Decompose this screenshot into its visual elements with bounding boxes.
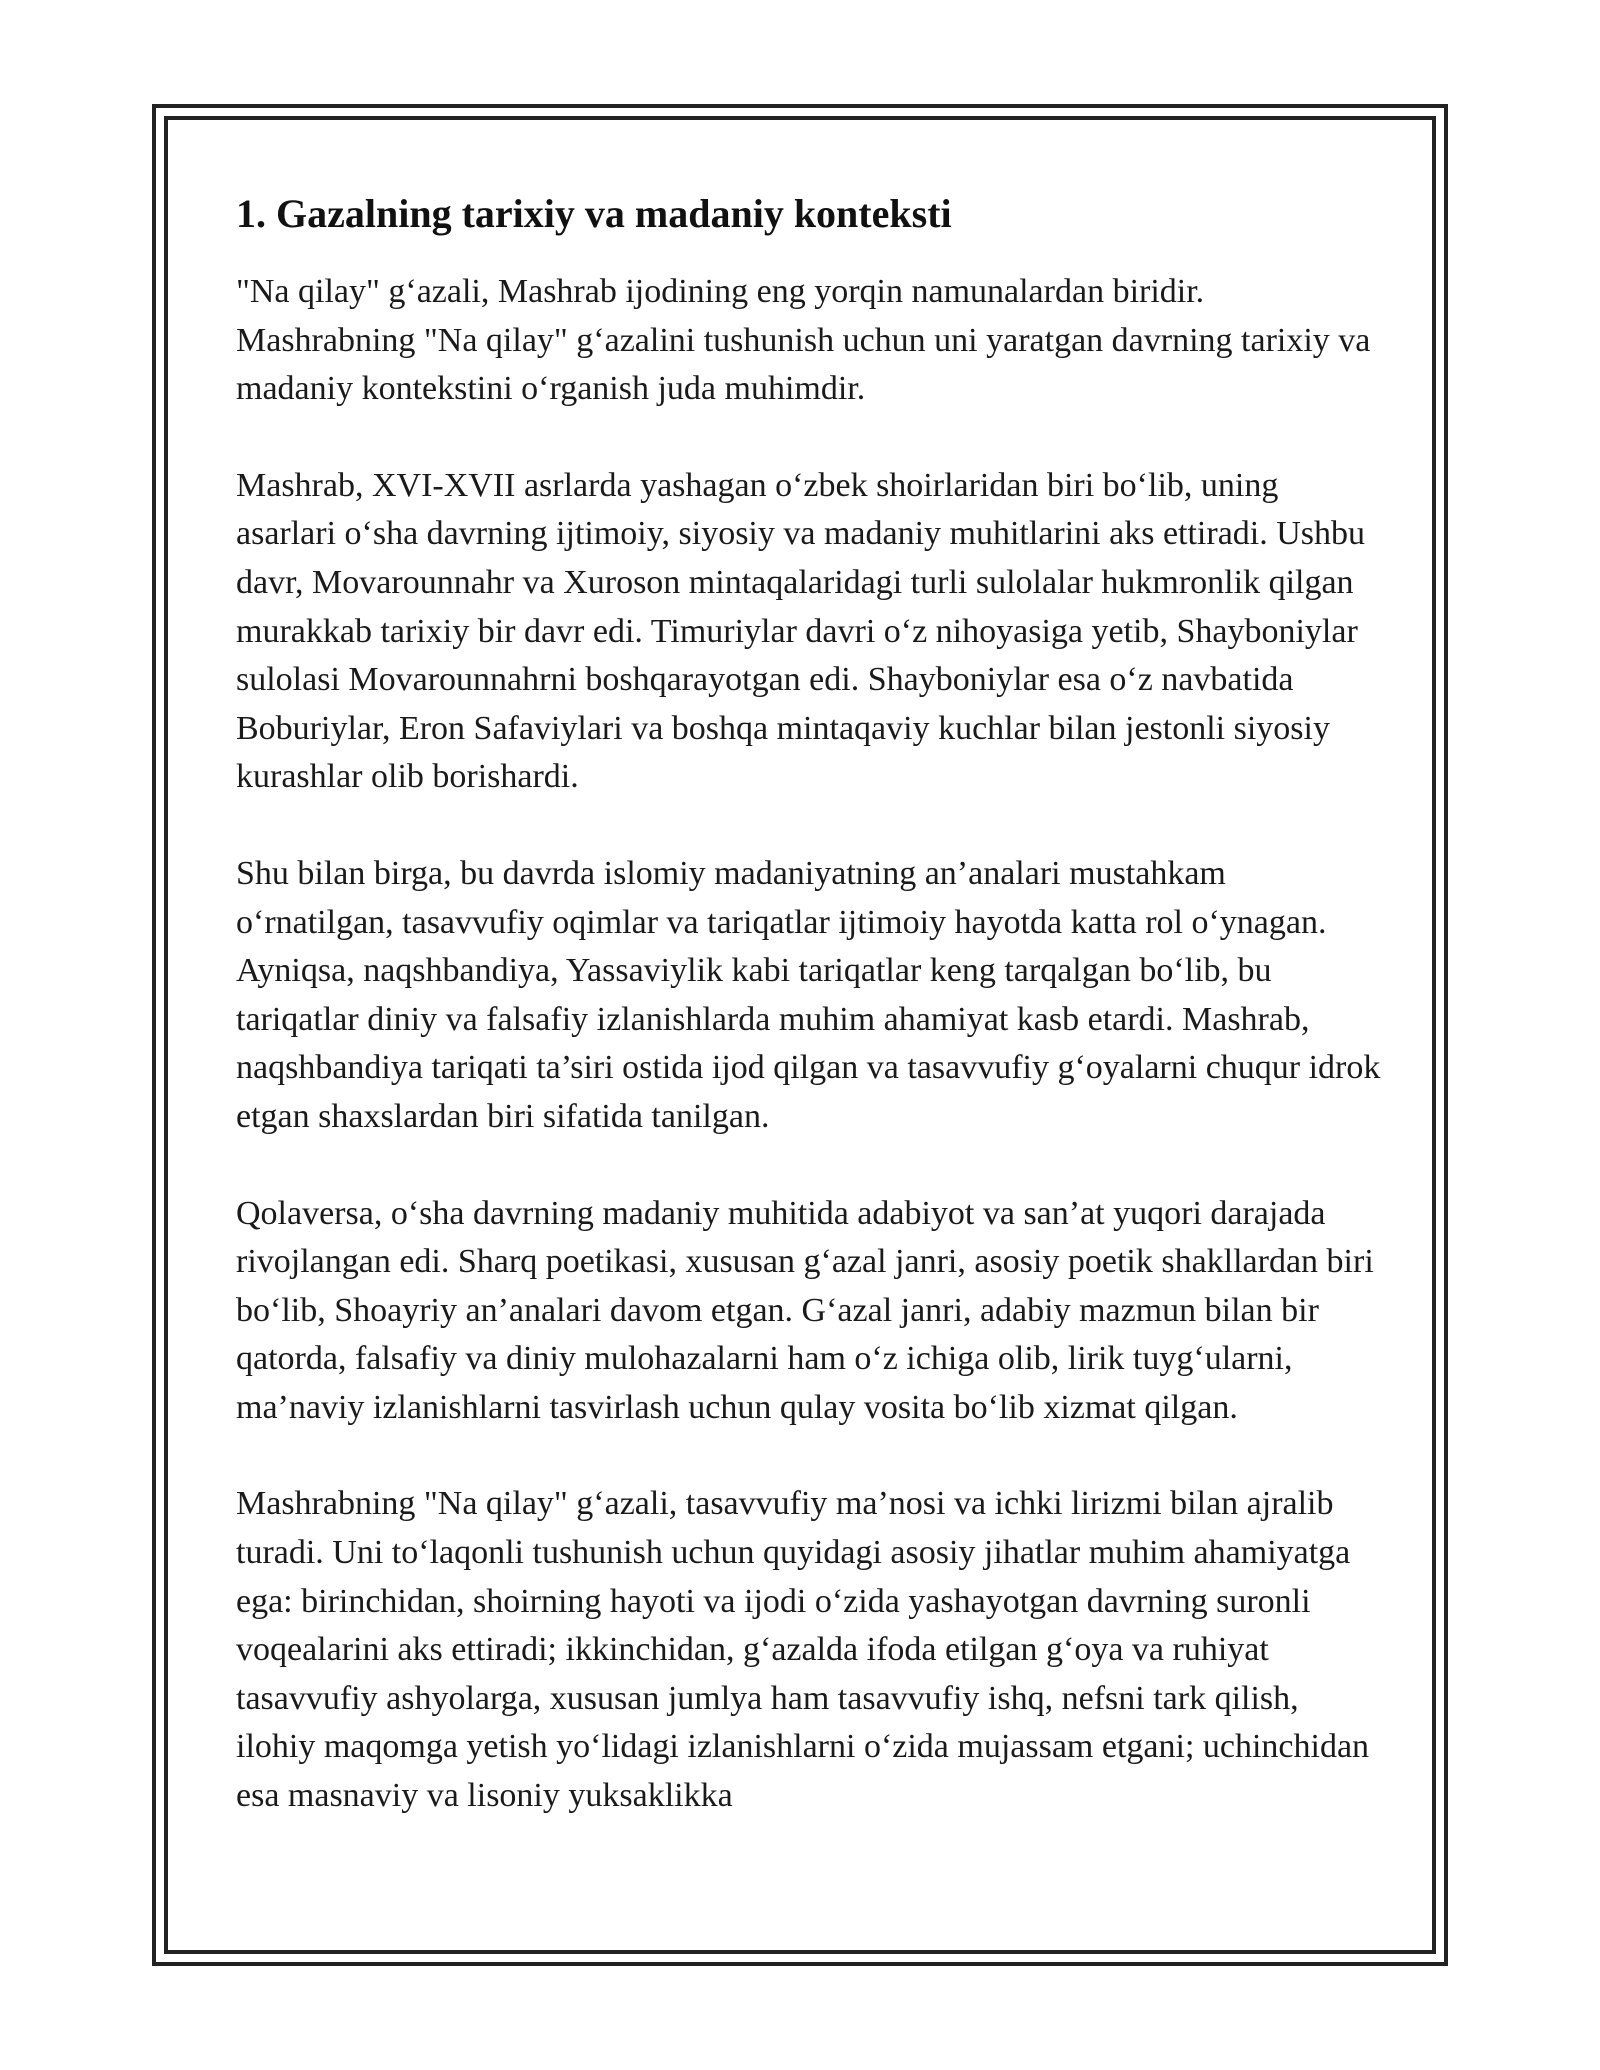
document-body (236, 188, 1386, 1821)
paragraph-4: Qolaversa, o‘sha davrning madaniy muhitida adabiyot va san’at yuqori darajada rivojlangan edi. Sharq poetikasi, xususan g‘azal janri, asosiy poetik shakllardan biri bo‘lib, Shoayriy an’analari davom etgan. G‘azal janri, adabiy mazmun bilan bir qatorda, falsafiy va diniy mulohazalarni ham o‘z ichiga olib, lirik tuyg‘ularni, ma’naviy izlanishlarni tasvirlash uchun qulay vosita bo‘lib xizmat qilgan. (236, 1194, 1374, 1426)
paragraph-5: Mashrabning "Na qilay" g‘azali, tasavvufiy ma’nosi va ichki lirizmi bilan ajralib turadi. Uni to‘laqonli tushunish uchun quyidagi asosiy jihatlar muhim ahamiyatga ega: birinchidan, shoirning hayoti va ijodi o‘zida yashayotgan davrning suronli voqealarini aks ettiradi; ikkinchidan, g‘azalda ifoda etilgan g‘oya va ruhiyat tasavvufiy ashyolarga, xususan jumlya ham tasavvufiy ishq, nefsni tark qilish, ilohiy maqomga yetish yo‘lidagi izlanishlarni o‘zida mujassam etgani; uchinchidan esa masnaviy va lisoniy yuksaklikka (236, 1485, 1370, 1815)
section-heading: 1. Gazalning tarixiy va madaniy konteksti (236, 191, 952, 236)
paragraph-3: Shu bilan birga, bu davrda islomiy madaniyatning an’analari mustahkam o‘rnatilgan, tasavvufiy oqimlar va tariqatlar ijtimoiy hayotda katta rol o‘ynagan. Ayniqsa, naqshbandiya, Yassaviylik kabi tariqatlar keng tarqalgan bo‘lib, bu tariqatlar diniy va falsafiy izlanishlarda muhim ahamiyat kasb etardi. Mashrab, naqshbandiya tariqati ta’siri ostida ijod qilgan va tasavvufiy g‘oyalarni chuqur idrok etgan shaxslardan biri sifatida tanilgan. (236, 854, 1381, 1135)
paragraph-2: Mashrab, XVI-XVII asrlarda yashagan o‘zbek shoirlaridan biri bo‘lib, uning asarlari o‘sha davrning ijtimoiy, siyosiy va madaniy muhitlarini aks ettiradi. Ushbu davr, Movarounnahr va Xuroson mintaqalaridagi turli sulolalar hukmronlik qilgan murakkab tarixiy bir davr edi. Timuriylar davri o‘z nihoyasiga yetib, Shayboniylar sulolasi Movarounnahrni boshqarayotgan edi. Shayboniylar esa o‘z navbatida Boburiylar, Eron Safaviylari va boshqa mintaqaviy kuchlar bilan jestonli siyosiy kurashlar olib borishardi. (236, 466, 1366, 796)
paragraph-1: "Na qilay" g‘azali, Mashrab ijodining eng yorqin namunalardan biridir. Mashrabning "Na qilay" g‘azalini tushunish uchun uni yaratgan davrning tarixiy va madaniy kontekstini o‘rganish juda muhimdir. (236, 273, 1371, 408)
